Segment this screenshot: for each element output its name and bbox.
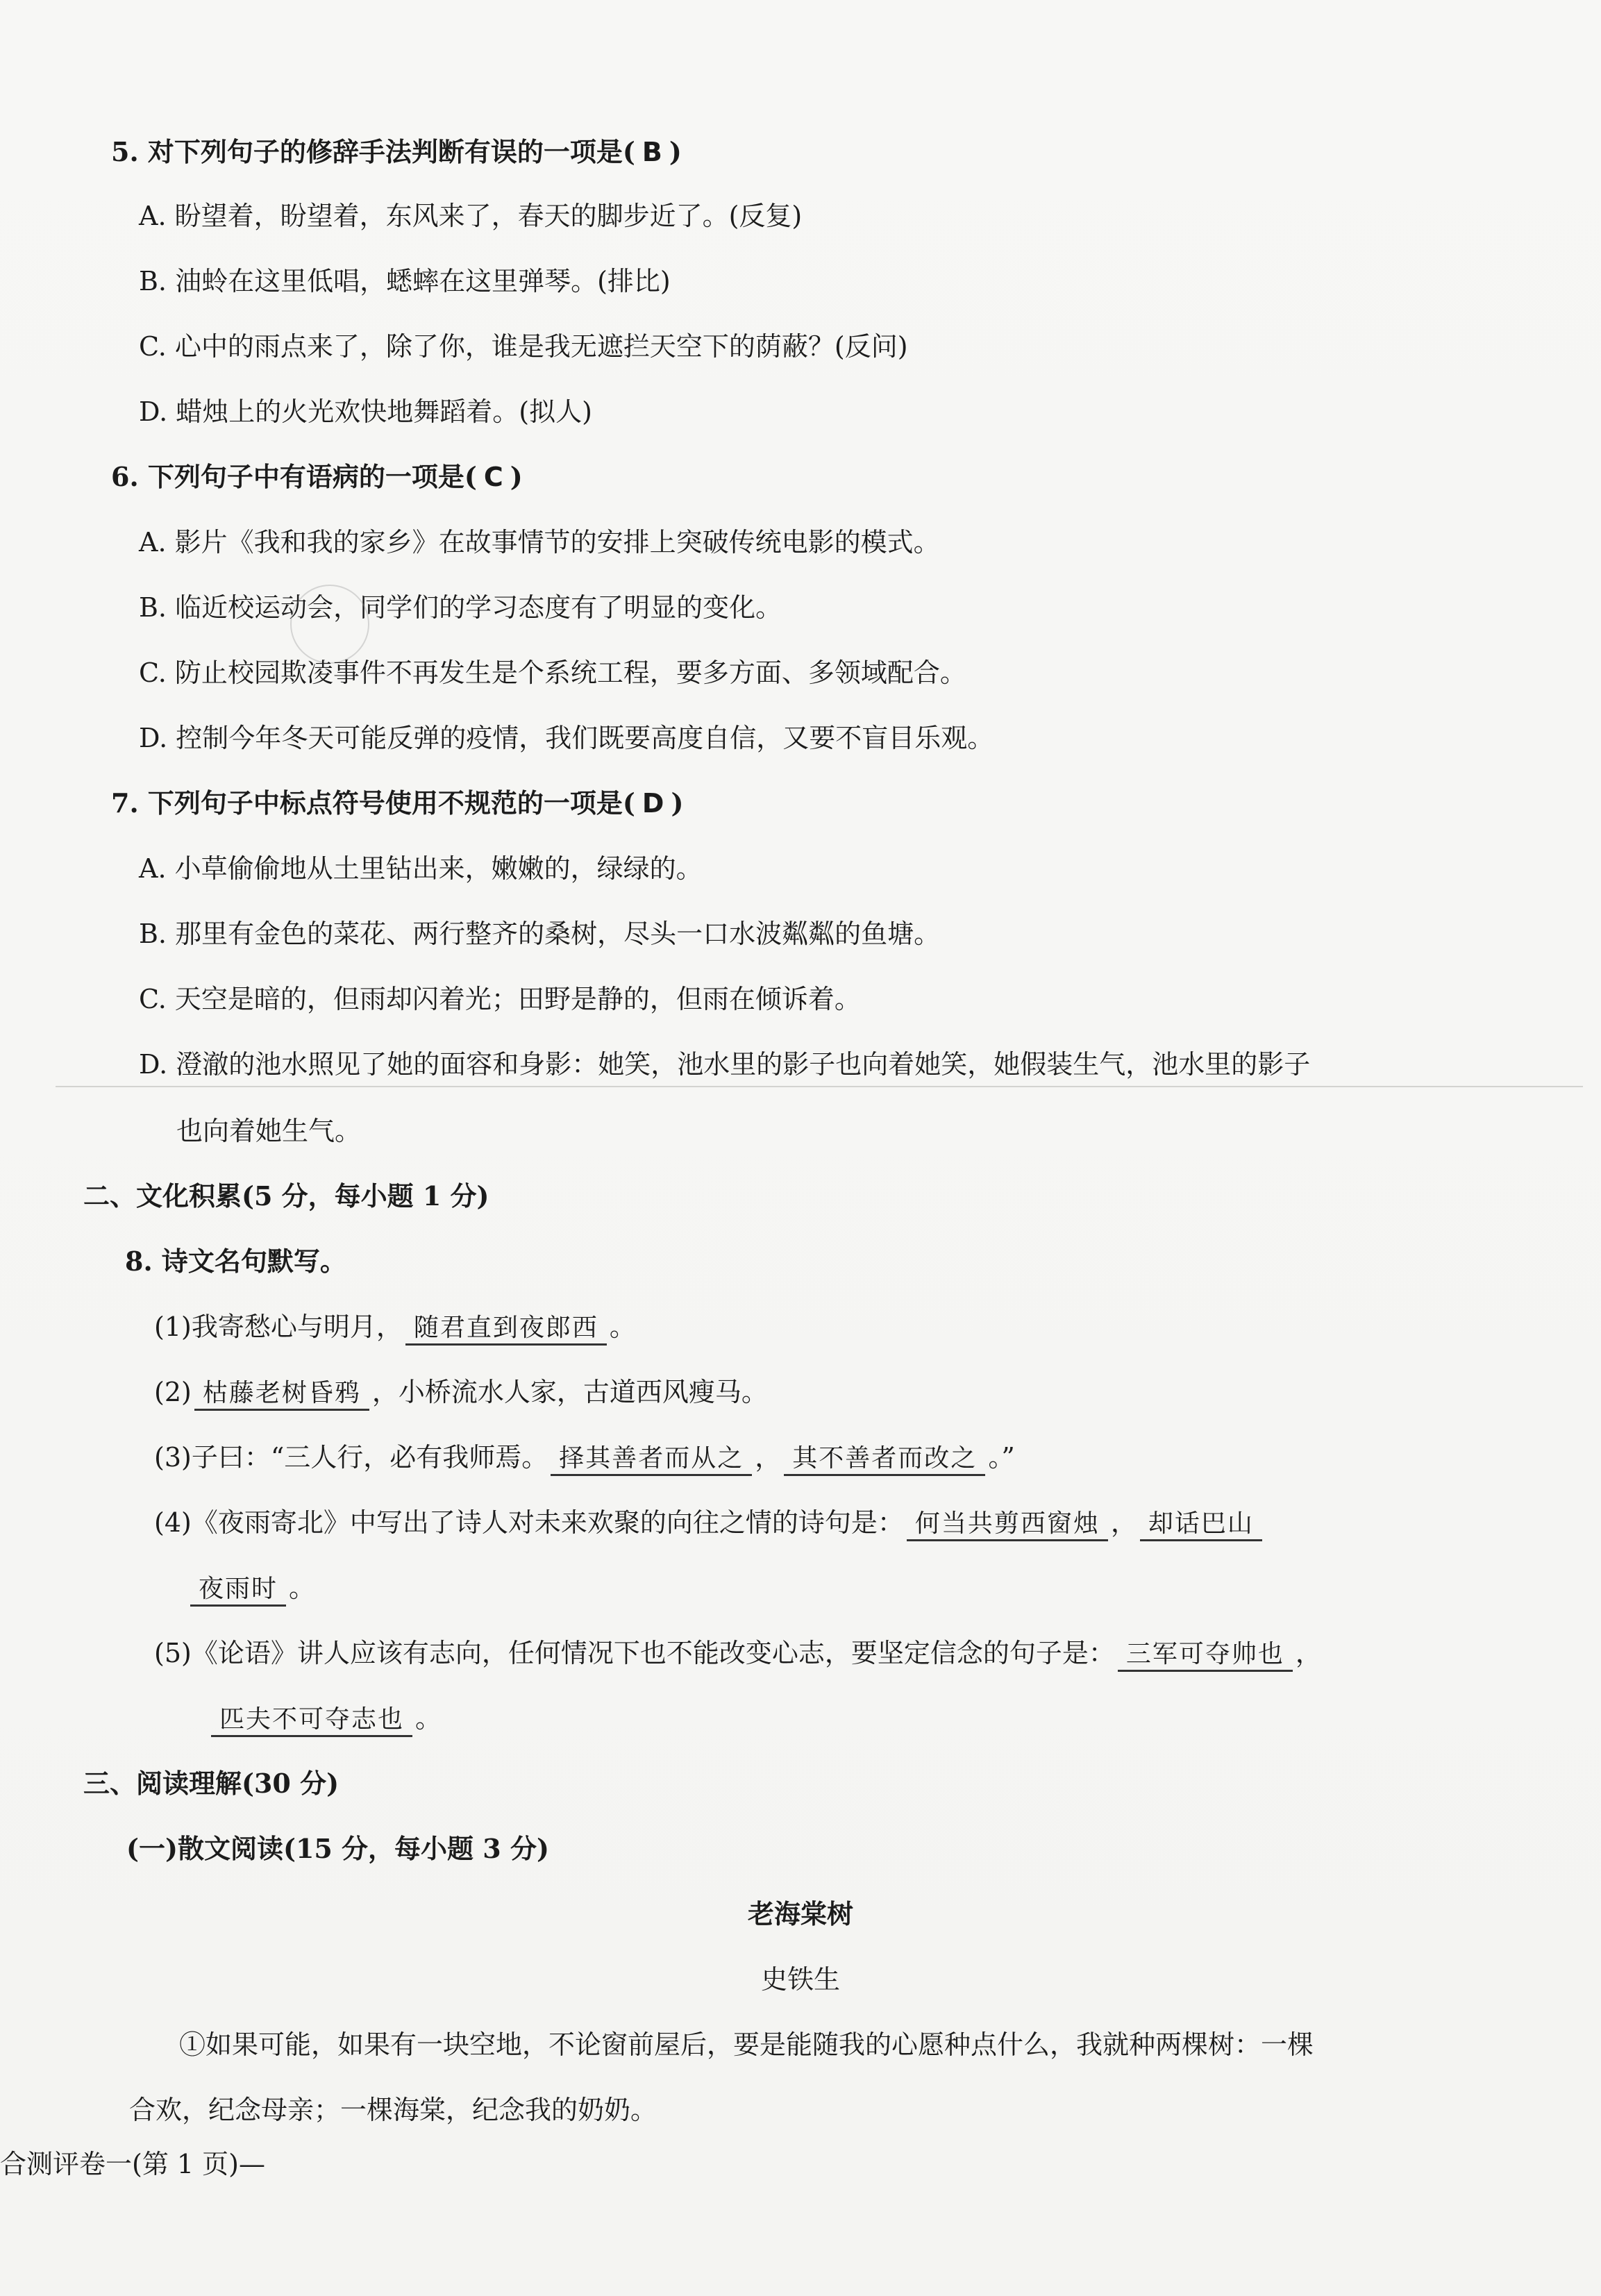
q8-item-4-continued (187, 1575, 315, 1607)
q8-item-5-text: (5)《论语》讲人应该有志向，任何情况下也不能改变心志，要坚定信念的句子是： (154, 1638, 1115, 1668)
q5-stem-text: 5. 对下列句子的修辞手法判断有误的一项是( (111, 136, 635, 167)
q8-item-3-text: (3)子曰：“三人行，必有我师焉。 (154, 1442, 548, 1473)
q8-item-4-text: (4)《夜雨寄北》中写出了诗人对未来欢聚的向往之情的诗句是： (154, 1507, 904, 1538)
q8-item-2-text: ，小桥流水人家，古道西风瘦马。 (371, 1377, 768, 1407)
q6-option-a: A. 影片《我和我的家乡》在故事情节的安排上突破传统电影的模式。 (139, 527, 940, 558)
q8-item-4-answer-2b: 夜雨时 (190, 1577, 286, 1607)
q8-item-5-continued (208, 1705, 442, 1737)
q8-item-4-comma: ， (1110, 1507, 1137, 1538)
q8-item-2-num: (2) (154, 1377, 192, 1407)
q6-stem-close: ) (510, 461, 523, 492)
q8-item-3-answer-2: 其不善者而改之 (784, 1446, 985, 1476)
q8-item-5-answer-2: 匹夫不可夺志也 (211, 1707, 412, 1737)
q5-option-b: B. 油蛉在这里低唱，蟋蟀在这里弹琴。(排比) (139, 266, 671, 296)
watermark-stamp (290, 585, 369, 664)
q6-answer: C (483, 462, 503, 492)
q8-item-5 (154, 1640, 1322, 1672)
scan-fold-line (56, 1086, 1583, 1087)
q7-option-b: B. 那里有金色的菜花、两行整齐的桑树，尽头一口水波粼粼的鱼塘。 (139, 919, 941, 949)
q7-option-a: A. 小草偷偷地从土里钻出来，嫩嫩的，绿绿的。 (139, 853, 703, 884)
section-3-title: 三、阅读理解(30 分) (83, 1768, 340, 1799)
q8-item-4-answer-2a: 却话巴山 (1140, 1511, 1262, 1541)
q7-stem-close: ) (671, 787, 684, 819)
q7-stem-text: 7. 下列句子中标点符号使用不规范的一项是( (111, 787, 635, 819)
q7-option-c: C. 天空是暗的，但雨却闪着光；田野是静的，但雨在倾诉着。 (139, 984, 861, 1014)
q8-item-1-end: 。 (609, 1312, 636, 1342)
q6-stem (111, 461, 523, 492)
q6-option-d: D. 控制今年冬天可能反弹的疫情，我们既要高度自信，又要不盲目乐观。 (139, 723, 994, 753)
q8-item-2-answer: 枯藤老树昏鸦 (194, 1381, 369, 1411)
q8-item-4-end: 。 (289, 1573, 316, 1603)
q5-answer: B (642, 137, 662, 167)
q6-option-c: C. 防止校园欺凌事件不再发生是个系统工程，要多方面、多领域配合。 (139, 657, 966, 688)
q7-option-d: D. 澄澈的池水照见了她的面容和身影：她笑，池水里的影子也向着她笑，她假装生气，池水里的影子 (139, 1049, 1311, 1080)
q6-stem-text: 6. 下列句子中有语病的一项是( (111, 461, 477, 492)
section-2-title: 二、文化积累(5 分，每小题 1 分) (83, 1180, 489, 1212)
q8-item-1-answer: 随君直到夜郎西 (405, 1316, 607, 1346)
q8-item-3-answer-1: 择其善者而从之 (551, 1446, 752, 1476)
q8-item-5-answer-1: 三军可夺帅也 (1118, 1642, 1293, 1672)
q8-item-3-end: 。” (988, 1442, 1015, 1473)
q5-stem-close: ) (669, 136, 682, 167)
page-footer: 合测评卷一(第 1 页)— (0, 2149, 265, 2179)
q8-item-5-end: 。 (415, 1703, 442, 1734)
q8-item-2 (154, 1379, 768, 1411)
article-paragraph-1-line-2: 合欢，纪念母亲；一棵海棠，纪念我的奶奶。 (129, 2095, 657, 2125)
section-3-subtitle: (一)散文阅读(15 分，每小题 3 分) (126, 1833, 549, 1864)
article-author: 史铁生 (760, 1964, 840, 1995)
article-title: 老海棠树 (747, 1898, 853, 1929)
q5-option-d: D. 蜡烛上的火光欢快地舞蹈着。(拟人) (139, 396, 592, 427)
article-paragraph-1-line-1: ①如果可能，如果有一块空地，不论窗前屋后，要是能随我的心愿种点什么，我就种两棵树：一棵 (179, 2029, 1314, 2060)
q5-stem (111, 136, 682, 167)
q8-title: 8. 诗文名句默写。 (125, 1246, 346, 1277)
q8-item-3-comma: ， (755, 1442, 782, 1473)
q5-option-a: A. 盼望着，盼望着，东风来了，春天的脚步近了。(反复) (139, 201, 803, 231)
q7-stem (111, 787, 684, 819)
q8-item-1 (154, 1314, 636, 1346)
q8-item-5-comma: ， (1295, 1638, 1322, 1668)
q8-item-3 (154, 1444, 1015, 1476)
q7-answer: D (642, 788, 664, 819)
q6-option-b: B. 临近校运动会，同学们的学习态度有了明显的变化。 (139, 592, 782, 623)
q7-option-d-continued: 也向着她生气。 (176, 1116, 362, 1146)
q8-item-1-text: (1)我寄愁心与明月， (154, 1312, 403, 1342)
q5-option-c: C. 心中的雨点来了，除了你，谁是我无遮拦天空下的荫蔽？(反问) (139, 331, 908, 362)
q8-item-4-answer-1: 何当共剪西窗烛 (907, 1511, 1108, 1541)
q8-item-4 (154, 1509, 1265, 1541)
